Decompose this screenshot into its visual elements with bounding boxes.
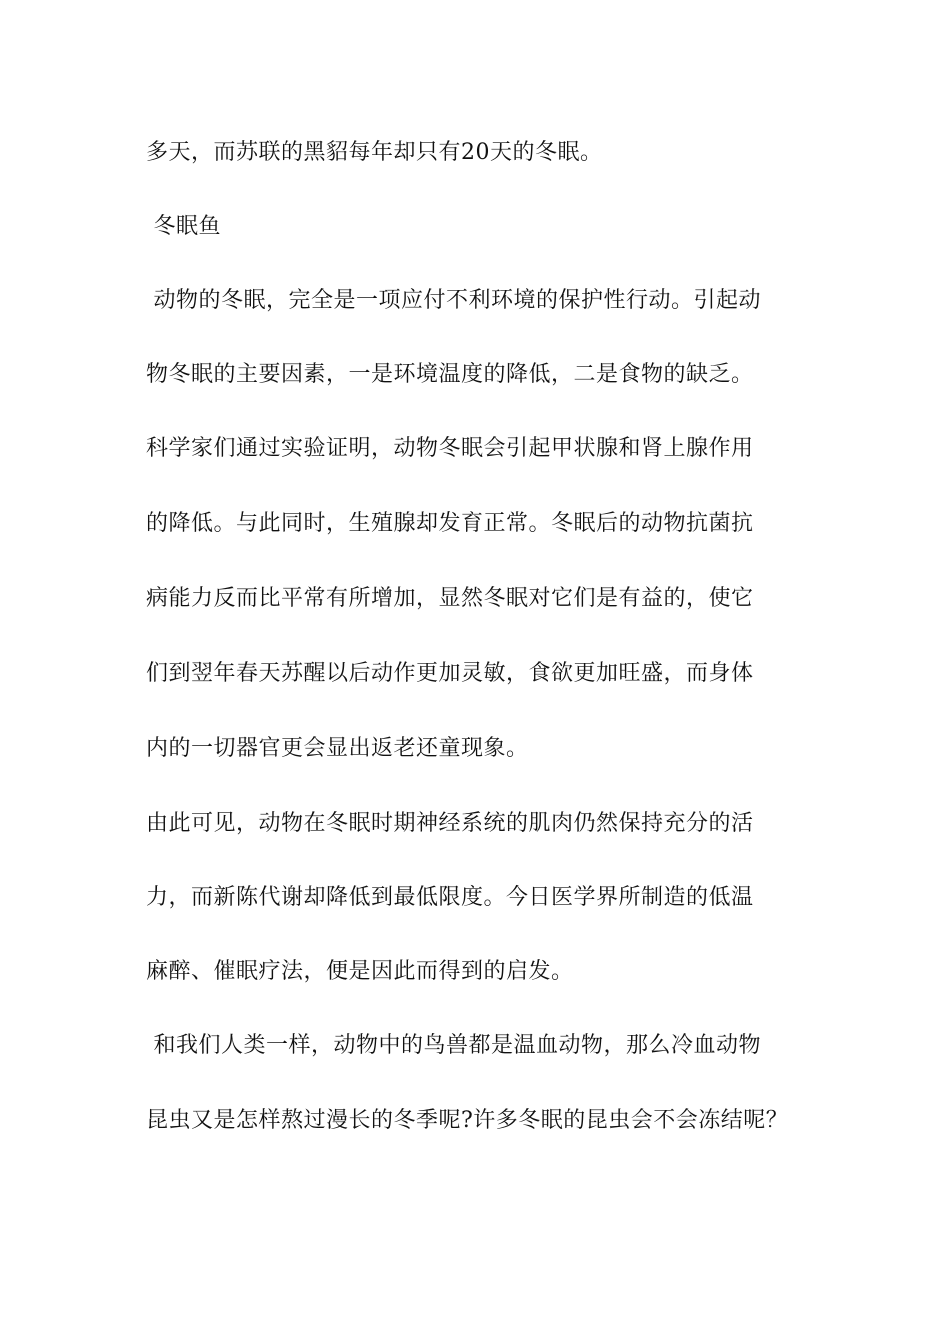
- text-line: 麻醉、催眠疗法，便是因此而得到的启发。: [146, 959, 574, 984]
- text-line: 的降低。与此同时，生殖腺却发育正常。冬眠后的动物抗菌抗: [146, 511, 754, 536]
- text-line: 和我们人类一样，动物中的鸟兽都是温血动物，那么冷血动物: [146, 1033, 761, 1058]
- text-line: 由此可见，动物在冬眠时期神经系统的肌肉仍然保持充分的活: [146, 811, 754, 836]
- text-line: 们到翌年春天苏醒以后动作更加灵敏，食欲更加旺盛，而身体: [146, 661, 754, 686]
- text-line: 动物的冬眠，完全是一项应付不利环境的保护性行动。引起动: [146, 288, 761, 313]
- text-line: 力，而新陈代谢却降低到最低限度。今日医学界所制造的低温: [146, 885, 754, 910]
- text-line: 科学家们通过实验证明，动物冬眠会引起甲状腺和肾上腺作用: [146, 436, 754, 461]
- text-line: 病能力反而比平常有所增加，显然冬眠对它们是有益的，使它: [146, 586, 754, 611]
- section-heading: 冬眠鱼: [146, 214, 221, 239]
- text-line: 物冬眠的主要因素，一是环境温度的降低，二是食物的缺乏。: [146, 362, 754, 387]
- text-line: 昆虫又是怎样熬过漫长的冬季呢?许多冬眠的昆虫会不会冻结呢？: [146, 1108, 789, 1133]
- text-line: 内的一切器官更会显出返老还童现象。: [146, 736, 529, 761]
- text-line: 多天，而苏联的黑貂每年却只有20天的冬眠。: [146, 140, 603, 165]
